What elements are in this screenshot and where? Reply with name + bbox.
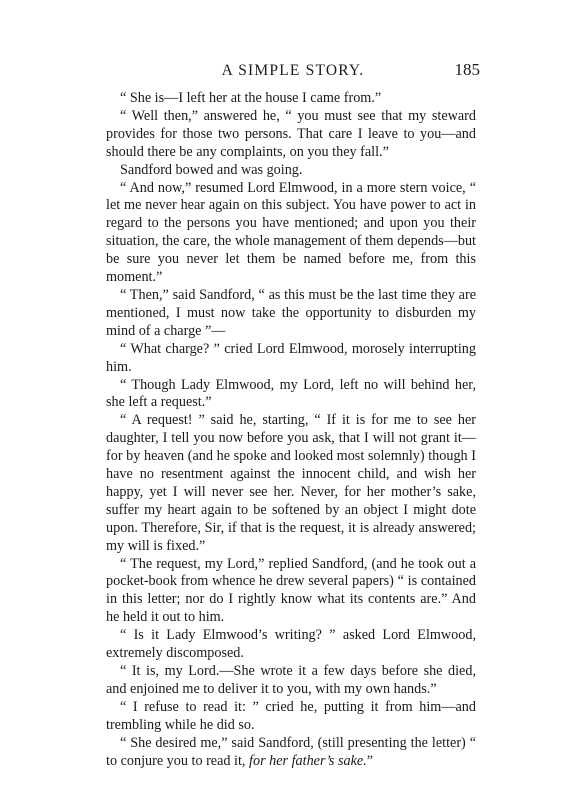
page-number: 185 bbox=[454, 60, 480, 79]
paragraph: “ Then,” said Sandford, “ as this must be the last time they are mentioned, I must now take the opportunity to disburden my mind of a charge ”— bbox=[106, 286, 476, 339]
page-header bbox=[106, 62, 480, 84]
paragraph: “ What charge? ” cried Lord Elmwood, morosely interrupting him. bbox=[106, 340, 476, 375]
paragraph: “ And now,” resumed Lord Elmwood, in a more stern voice, “ let me never hear again on this subject. You have power to act in regard to the persons you have mentioned; and upon you their situation, the care, the whole management of them depends—but be sure you never let them be named before me, from this moment.” bbox=[106, 179, 476, 286]
paragraph: “ It is, my Lord.—She wrote it a few days before she died, and enjoined me to deliver it to you, with my own hands.” bbox=[106, 663, 476, 697]
body-text bbox=[106, 90, 476, 770]
italic-phrase: for her father’s sake. bbox=[249, 752, 367, 769]
paragraph: “ A request! ” said he, starting, “ If it is for me to see her daughter, I tell you now before you ask, that I will not grant it—for by heaven (and he spoke and looked most solemnly) though I have no resentment against the innocent child, and wish her happy, yet I will never see her. Never, for her mother’s sake, suffer my heart again to be softened by an object I might dote upon. Therefore, Sir, if that is the request, it is already answered; my will is fixed.” bbox=[106, 412, 476, 554]
paragraph: “ I refuse to read it: ” cried he, putting it from him—and trembling while he did so. bbox=[106, 698, 476, 733]
last-paragraph bbox=[106, 735, 476, 771]
paragraph: “ The request, my Lord,” replied Sandford, (and he took out a pocket-book from whence he drew several papers) “ is contained in this letter; nor do I rightly know what its contents are.” And he held it out to him. bbox=[106, 555, 476, 626]
paragraph: “ She is—I left her at the house I came from.” bbox=[120, 90, 382, 106]
paragraph: “ Though Lady Elmwood, my Lord, left no will behind her, she left a request.” bbox=[106, 376, 476, 411]
paragraph: “ Well then,” answered he, “ you must see that my steward provides for those two persons. That care I leave to you—and should there be any complaints, on you they fall.” bbox=[106, 107, 476, 160]
running-title: A SIMPLE STORY. bbox=[221, 62, 365, 79]
paragraph: Sandford bowed and was going. bbox=[120, 161, 303, 178]
closing-quote: ” bbox=[366, 752, 374, 769]
last-paragraph-text: “ She desired me,” said Sandford, (still presenting the letter) “ to conjure you to read it, bbox=[106, 734, 476, 769]
paragraph: “ Is it Lady Elmwood’s writing? ” asked Lord Elmwood, extremely discomposed. bbox=[106, 627, 476, 662]
